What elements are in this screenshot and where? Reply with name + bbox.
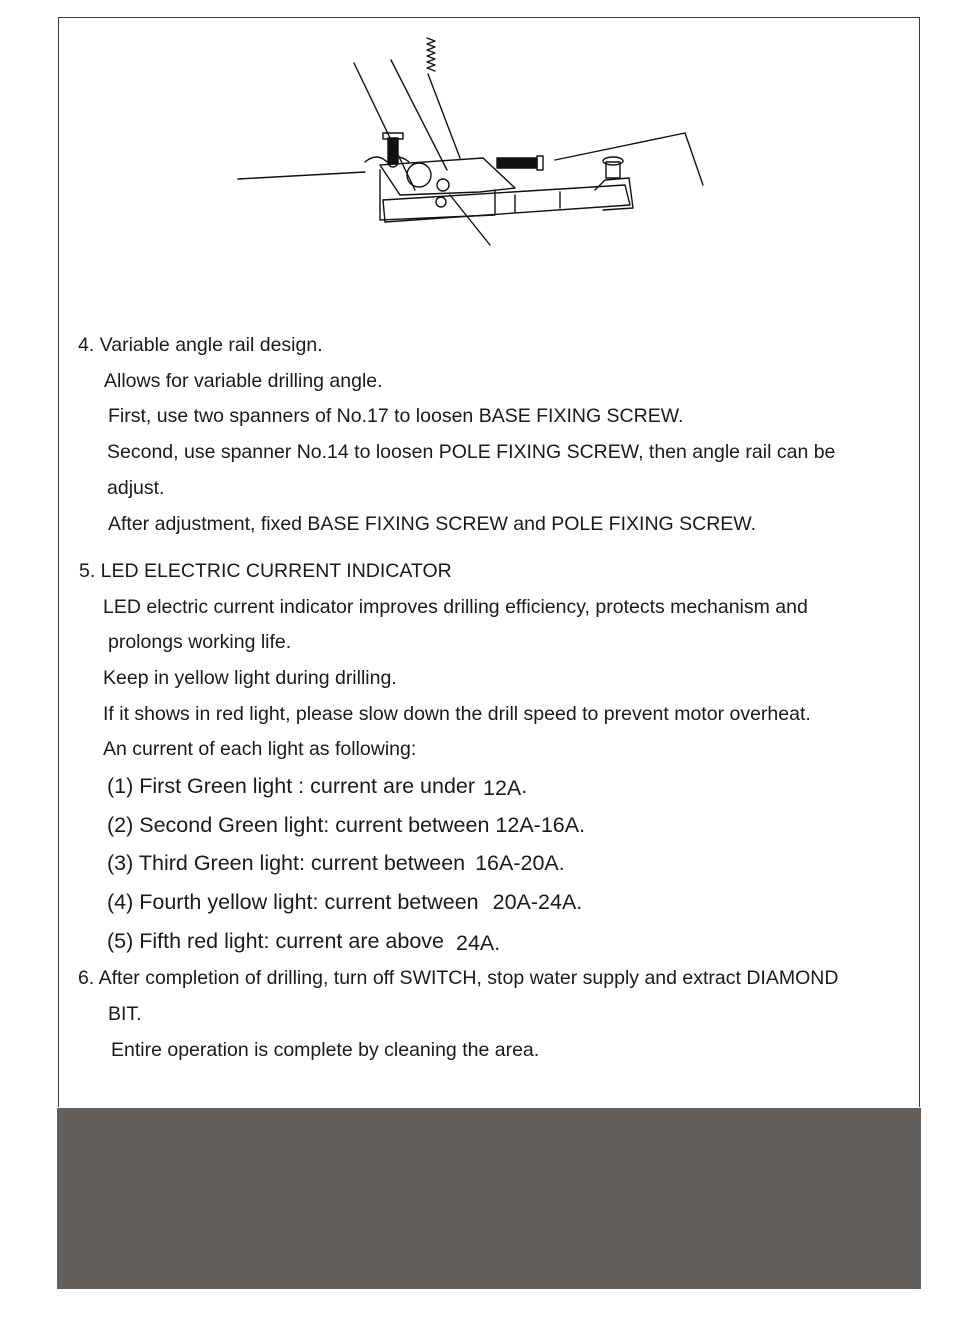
light-item-text: (2) Second Green light: current between [107,813,490,837]
light-item-2 [107,813,585,837]
light-item-5 [107,929,500,953]
section5-line: LED electric current indicator improves drilling efficiency, protects mechanism and [103,596,808,618]
section4-heading: 4. Variable angle rail design. [78,334,323,356]
section6-heading: 6. After completion of drilling, turn off SWITCH, stop water supply and extract DIAMOND [78,967,839,989]
section5-line: Keep in yellow light during drilling. [103,667,397,689]
light-item-value: 16A-20A. [475,851,565,875]
light-item-suffix: . [521,774,528,798]
light-item-text: (1) First Green light : current are under [107,774,476,798]
light-item-text: (4) Fourth yellow light: current between [107,890,479,914]
section6-line: Entire operation is complete by cleaning the area. [111,1039,540,1061]
light-item-text: (5) Fifth red light: current are above [107,929,444,953]
angle-rail-illustration [225,30,725,260]
section5-line: prolongs working life. [108,631,292,653]
light-item-value: 20A-24A. [492,890,583,914]
section5-line: An current of each light as following: [103,738,417,760]
section5-line: If it shows in red light, please slow down the drill speed to prevent motor overheat. [103,703,811,725]
light-item-3 [107,851,565,875]
light-item-text: (3) Third Green light: current between [107,851,466,875]
section4-line: After adjustment, fixed BASE FIXING SCREW and POLE FIXING SCREW. [108,513,757,535]
light-item-value: 12A-16A. [495,813,586,837]
section4-line: adjust. [107,477,165,499]
light-item-4 [107,890,582,914]
light-item-value: 12A [483,776,522,800]
footer-band [57,1108,921,1289]
light-item-value: 24A. [455,931,501,955]
spring-icon [427,38,435,71]
section4-line: Second, use spanner No.14 to loosen POLE FIXING SCREW, then angle rail can be [107,441,836,463]
section6-line: BIT. [108,1003,142,1025]
section4-line: First, use two spanners of No.17 to loosen BASE FIXING SCREW. [108,405,684,427]
section4-line: Allows for variable drilling angle. [104,370,383,392]
section5-heading: 5. LED ELECTRIC CURRENT INDICATOR [79,560,452,582]
light-item-1 [107,774,527,798]
